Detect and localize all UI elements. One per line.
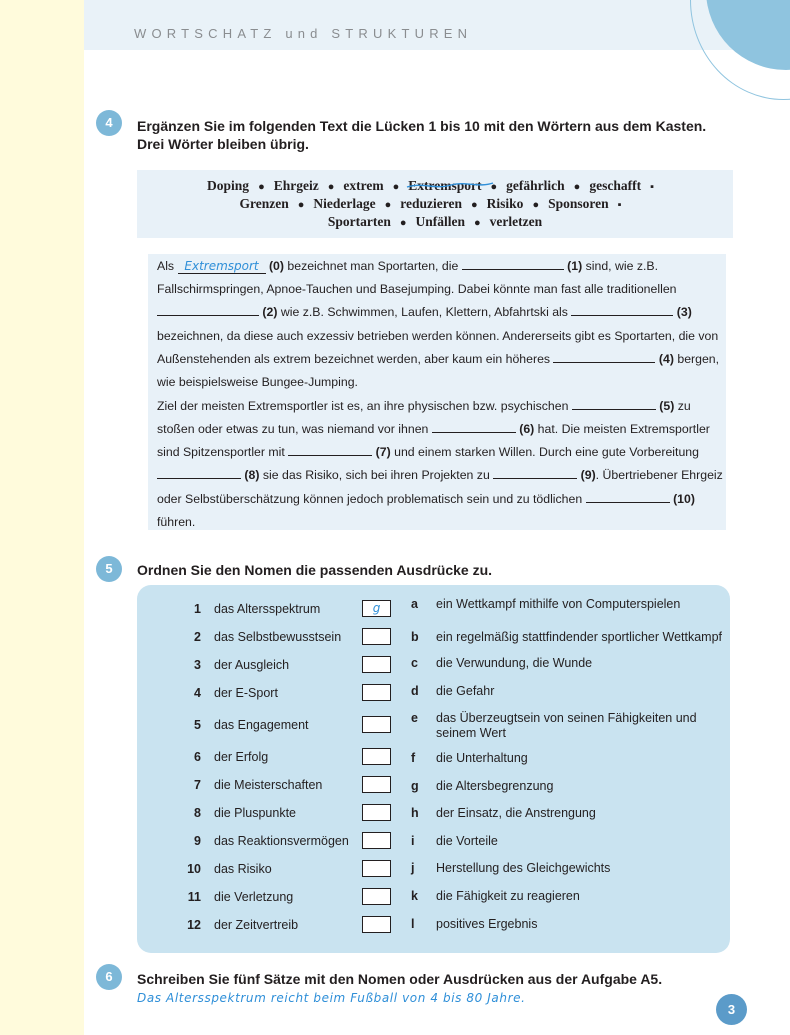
bullet: ● — [258, 181, 265, 193]
text-line — [157, 399, 691, 413]
gap-5-field[interactable] — [572, 399, 656, 410]
text-segment: sie das Risiko, sich bei ihren Projekten zu — [262, 468, 490, 482]
definition-letter: e — [411, 711, 418, 725]
noun-number: 11 — [187, 890, 201, 904]
bullet: ● — [384, 199, 392, 211]
gap-number: (0) — [268, 259, 284, 273]
noun-label: das Engagement — [214, 718, 309, 732]
definition-letter: a — [411, 597, 418, 611]
gap-4-field[interactable] — [553, 352, 655, 363]
text-line: bezeichnen, da diese auch exzessiv betrieben werden können. Andererseits gibt es Sportarten, die von — [157, 329, 719, 343]
gap-number: (3) — [676, 305, 692, 319]
text-line — [157, 259, 658, 274]
text-line — [157, 352, 719, 366]
answer-box[interactable] — [362, 684, 391, 701]
word-box — [137, 170, 733, 238]
definition-text: Herstellung des Gleichgewichts — [436, 861, 611, 875]
text-line: wie beispielsweise Bungee-Jumping. — [157, 375, 358, 389]
word: Grenzen — [239, 196, 289, 211]
text-segment: hat. Die meisten Extremsportler — [537, 422, 710, 436]
gap-number: (10) — [673, 492, 695, 506]
gap-number: (9) — [580, 468, 596, 482]
text-segment: zu — [677, 399, 691, 413]
page-number: 3 — [716, 994, 747, 1025]
definition-text: positives Ergebnis — [436, 917, 538, 931]
bullet: ● — [471, 199, 478, 211]
word: reduzieren — [400, 196, 463, 211]
handwritten-sample-sentence: Das Altersspektrum reicht beim Fußball von 4 bis 80 Jahre. — [137, 991, 526, 1005]
gap-number: (4) — [658, 352, 674, 366]
text-line: Fallschirmspringen, Apnoe-Tauchen und Basejumping. Dabei könnte man fast alle traditionellen — [157, 282, 677, 296]
word-box-line-3 — [137, 214, 733, 230]
word: Sportarten — [327, 214, 391, 229]
text-segment: sind Spitzensportler mit — [157, 445, 285, 459]
word-box-line-2 — [137, 196, 733, 212]
definition-letter: f — [411, 751, 416, 765]
noun-number: 7 — [194, 778, 201, 792]
answer-box[interactable] — [362, 716, 391, 733]
bullet: ● — [399, 217, 407, 229]
word: Extremsport — [408, 178, 482, 193]
answer-box[interactable] — [362, 600, 391, 617]
answer-box[interactable] — [362, 748, 391, 765]
definition-text: die Fähigkeit zu reagieren — [436, 889, 580, 903]
text-segment: oder Selbstüberschätzung können jedoch problematisch sein und zu tödlichen — [157, 492, 583, 506]
bullet: ● — [392, 181, 400, 193]
word: verletzen — [489, 214, 543, 229]
noun-label: die Verletzung — [214, 890, 294, 904]
answer-box[interactable] — [362, 776, 391, 793]
task-4-number: 4 — [96, 110, 122, 136]
bullet: ▪ — [650, 181, 654, 193]
bullet: ● — [474, 217, 481, 229]
noun-number: 9 — [194, 834, 201, 848]
gap-number: (2) — [262, 305, 278, 319]
bullet: ● — [297, 199, 305, 211]
handwritten-answer: Extremsport — [184, 259, 259, 273]
gap-number: (1) — [567, 259, 583, 273]
text-line: führen. — [157, 515, 196, 529]
bullet: ● — [532, 199, 540, 211]
gap-9-field[interactable] — [493, 468, 577, 479]
text-segment: Als — [157, 259, 175, 273]
definition-text: die Vorteile — [436, 834, 498, 848]
noun-label: die Pluspunkte — [214, 806, 297, 820]
noun-number: 8 — [194, 806, 201, 820]
text-line — [157, 305, 692, 319]
definition-letter: i — [411, 834, 415, 848]
word: extrem — [343, 178, 384, 193]
noun-number: 5 — [194, 718, 201, 732]
gap-number: (6) — [519, 422, 535, 436]
bullet: ● — [573, 181, 581, 193]
text-segment: Ziel der meisten Extremsportler ist es, an ihre physischen bzw. psychischen — [157, 399, 569, 413]
text-segment: stoßen oder etwas zu tun, was niemand vor ihnen — [157, 422, 429, 436]
task-6-title: Schreiben Sie fünf Sätze mit den Nomen oder Ausdrücken aus der Aufgabe A5. — [137, 971, 663, 987]
word: Sponsoren — [548, 196, 609, 211]
gap-7-field[interactable] — [288, 445, 372, 456]
text-line — [157, 468, 723, 482]
text-segment: . Übertriebener Ehrgeiz — [595, 468, 723, 482]
definition-letter: g — [411, 779, 419, 793]
text-segment: Außenstehenden als extrem bezeichnet werden, aber kaum ein höheres — [157, 352, 551, 366]
noun-number: 10 — [187, 862, 201, 876]
definition-letter: k — [411, 889, 418, 903]
text-segment: und einem starken Willen. Durch eine gute Vorbereitung — [394, 445, 699, 459]
definition-text: ein regelmäßig stattfindender sportlicher Wettkampf — [436, 630, 723, 644]
definition-text: die Altersbegrenzung — [436, 779, 554, 793]
gap-1-field[interactable] — [462, 259, 564, 270]
decorative-ring — [690, 0, 790, 100]
text-segment: bergen, — [677, 352, 720, 366]
answer-box[interactable] — [362, 656, 391, 673]
word-box-line-1 — [137, 178, 733, 194]
answer-box[interactable] — [362, 888, 391, 905]
handwritten-letter: g — [372, 601, 381, 615]
definition-text: die Verwundung, die Wunde — [436, 656, 593, 670]
definition-text: die Unterhaltung — [436, 751, 528, 765]
task-4-title-line2: Drei Wörter bleiben übrig. — [137, 136, 309, 152]
definition-letter: d — [411, 684, 419, 698]
noun-label: der Erfolg — [214, 750, 269, 764]
gap-number: (7) — [375, 445, 391, 459]
task-5-number: 5 — [96, 556, 122, 582]
noun-number: 1 — [194, 602, 201, 616]
header-band — [84, 0, 790, 50]
text-line — [157, 445, 699, 459]
noun-label: der E-Sport — [214, 686, 278, 700]
gap-number: (8) — [244, 468, 260, 482]
noun-number: 3 — [194, 658, 201, 672]
bullet: ▪ — [617, 199, 622, 211]
noun-number: 2 — [194, 630, 201, 644]
definition-text: die Gefahr — [436, 684, 495, 698]
text-segment: sind, wie z.B. — [585, 259, 659, 273]
answer-0-field[interactable] — [178, 259, 266, 274]
crossed-out-word — [408, 178, 481, 194]
margin-strip — [0, 0, 84, 1035]
definition-letter: b — [411, 630, 419, 644]
answer-box[interactable] — [362, 628, 391, 645]
noun-label: das Altersspektrum — [214, 602, 321, 616]
noun-number: 6 — [194, 750, 201, 764]
noun-number: 12 — [187, 918, 201, 932]
task-6-number: 6 — [96, 964, 122, 990]
noun-label: der Ausgleich — [214, 658, 290, 672]
word: gefährlich — [506, 178, 565, 193]
header-title: WORTSCHATZ und STRUKTUREN — [134, 26, 473, 41]
bullet: ● — [327, 181, 335, 193]
strike-mark — [405, 176, 497, 196]
gap-8-field[interactable] — [157, 468, 241, 479]
text-line — [157, 422, 710, 436]
gap-6-field[interactable] — [432, 422, 516, 433]
definition-letter: h — [411, 806, 419, 820]
word: geschafft — [589, 178, 642, 193]
word: Unfällen — [415, 214, 466, 229]
word: Ehrgeiz — [273, 178, 319, 193]
gap-number: (5) — [659, 399, 675, 413]
definition-letter: l — [411, 917, 415, 931]
gap-2-field[interactable] — [157, 305, 259, 316]
task-4-title-line1: Ergänzen Sie im folgenden Text die Lücken 1 bis 10 mit den Wörtern aus dem Kasten. — [137, 118, 707, 134]
bullet: ● — [490, 181, 498, 193]
text-segment: bezeichnet man Sportarten, die — [287, 259, 459, 273]
definition-text: der Einsatz, die Anstrengung — [436, 806, 596, 820]
word: Niederlage — [313, 196, 376, 211]
noun-label: das Risiko — [214, 862, 272, 876]
answer-box[interactable] — [362, 804, 391, 821]
word: Doping — [207, 178, 250, 193]
text-segment: wie z.B. Schwimmen, Laufen, Klettern, Abfahrtski als — [280, 305, 568, 319]
noun-label: der Zeitvertreib — [214, 918, 299, 932]
answer-box[interactable] — [362, 832, 391, 849]
word: Risiko — [486, 196, 524, 211]
noun-label: die Meisterschaften — [214, 778, 323, 792]
noun-label: das Reaktionsvermögen — [214, 834, 349, 848]
definition-text: ein Wettkampf mithilfe von Computerspielen — [436, 597, 681, 611]
noun-number: 4 — [194, 686, 201, 700]
answer-box[interactable] — [362, 916, 391, 933]
gap-10-field[interactable] — [586, 492, 670, 503]
task-5-title: Ordnen Sie den Nomen die passenden Ausdrücke zu. — [137, 562, 493, 578]
definition-text: das Überzeugtsein von seinen Fähigkeiten und seinem Wert — [436, 711, 697, 740]
text-line — [157, 492, 695, 506]
definition-letter: j — [411, 861, 415, 875]
definition-letter: c — [411, 656, 418, 670]
answer-box[interactable] — [362, 860, 391, 877]
gap-3-field[interactable] — [571, 305, 673, 316]
noun-label: das Selbstbewusstsein — [214, 630, 342, 644]
